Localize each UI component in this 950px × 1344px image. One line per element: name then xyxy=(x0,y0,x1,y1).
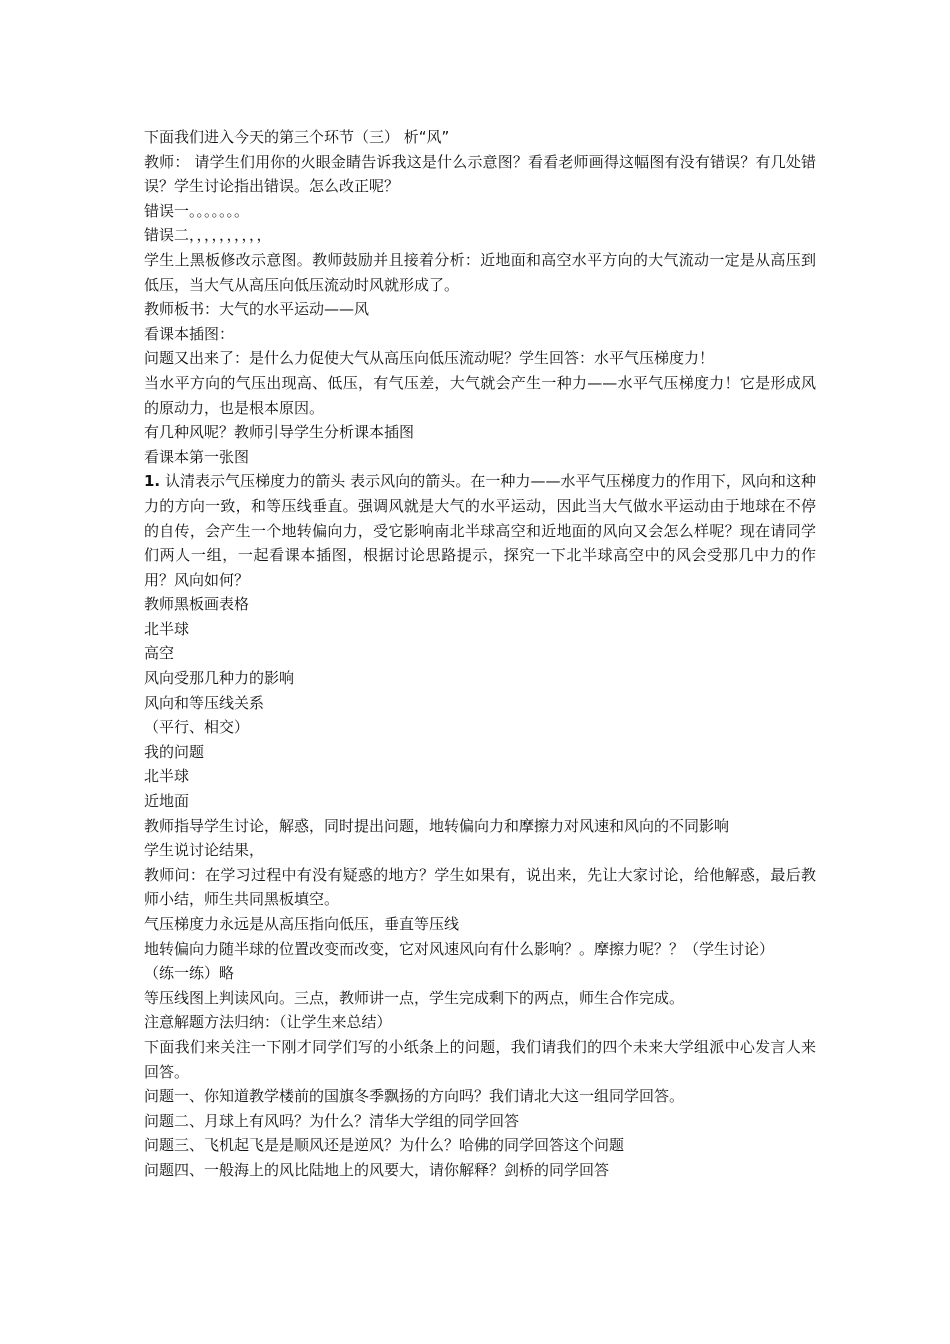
question-item: 问题三、飞机起飞是是顺风还是逆风？为什么？哈佛的同学回答这个问题 xyxy=(144,1136,625,1155)
paragraph: 学生上黑板修改示意图。教师鼓励并且接着分析：近地面和高空水平方向的大气流动一定是从高压到低压，当大气从高压向低压流动时风就形成了。 xyxy=(144,250,816,294)
paragraph: 等压线图上判读风向。三点，教师讲一点，学生完成剩下的两点，师生合作完成。 xyxy=(144,988,685,1007)
paragraph: 教师： 请学生们用你的火眼金睛告诉我这是什么示意图？看看老师画得这幅图有没有错误？有几处错误？学生讨论指出错误。怎么改正呢？ xyxy=(144,152,816,196)
question-item: 问题一、你知道教学楼前的国旗冬季飘扬的方向吗？我们请北大这一组同学回答。 xyxy=(144,1087,685,1106)
paragraph: 当水平方向的气压出现高、低压，有气压差，大气就会产生一种力——水平气压梯度力！它是形成风的原动力，也是根本原因。 xyxy=(144,373,816,417)
question-item: 问题四、一般海上的风比陆地上的风要大，请你解释？剑桥的同学回答 xyxy=(144,1160,610,1179)
table-cell-text: 我的问题 xyxy=(144,742,205,761)
document-body xyxy=(144,125,816,1183)
paragraph: 看课本第一张图 xyxy=(144,447,250,466)
paragraph: 问题又出来了：是什么力促使大气从高压向低压流动呢？学生回答：水平气压梯度力！ xyxy=(144,349,715,368)
section-heading: 下面我们进入今天的第三个环节（三） 析“风” xyxy=(144,128,450,146)
list-number: 1. xyxy=(144,472,161,491)
table-cell-text: 风向和等压线关系 xyxy=(144,693,265,712)
paragraph: 看课本插图： xyxy=(144,324,235,343)
numbered-paragraph xyxy=(144,469,816,592)
paragraph: 教师指导学生讨论，解惑，同时提出问题，地转偏向力和摩擦力对风速和风向的不同影响 xyxy=(144,816,730,835)
paragraph: 有几种风呢？教师引导学生分析课本插图 xyxy=(144,423,415,442)
paragraph: 教师问：在学习过程中有没有疑惑的地方？学生如果有，说出来，先让大家讨论，给他解惑，最后教师小结，师生共同黑板填空。 xyxy=(144,865,816,909)
table-cell-text: （平行、相交） xyxy=(144,718,250,737)
paragraph: 气压梯度力永远是从高压指向低压，垂直等压线 xyxy=(144,915,460,933)
table-cell-text: 北半球 xyxy=(144,619,190,638)
paragraph: 地转偏向力随半球的位置改变而改变，它对风速风向有什么影响？。摩擦力呢？？（学生讨论） xyxy=(144,939,775,958)
paragraph: 学生说讨论结果， xyxy=(144,841,265,860)
table-cell-text: 风向受那几种力的影响 xyxy=(144,669,295,688)
paragraph: （练一练）略 xyxy=(144,964,235,983)
question-item: 问题二、月球上有风吗？为什么？清华大学组的同学回答 xyxy=(144,1111,520,1130)
paragraph: 注意解题方法归纳：（让学生来总结） xyxy=(144,1013,392,1032)
numbered-paragraph-text: 认清表示气压梯度力的箭头 表示风向的箭头。在一种力——水平气压梯度力的作用下，风向和这种力的方向一致，和等压线垂直。强调风就是大气的水平运动，因此当大气做水平运动由于地球在不停的自传，会产生一个地转偏向力，受它影响南北半球高空和近地面的风向又会怎么样呢？现在请同学们两人一组，一起看课本插图，根据讨论思路提示，探究一下北半球高空中的风会受那几中力的作用？风向如何？ xyxy=(144,472,816,589)
table-cell-text: 近地面 xyxy=(144,792,190,811)
paragraph: 错误一。。。。。。。 xyxy=(144,201,250,220)
paragraph: 错误二，，，，，，，，，， xyxy=(144,226,272,245)
table-cell-text: 高空 xyxy=(144,644,175,663)
paragraph: 教师板书：大气的水平运动——风 xyxy=(144,300,370,319)
paragraph: 教师黑板画表格 xyxy=(144,595,250,614)
table-cell-text: 北半球 xyxy=(144,767,190,786)
paragraph: 下面我们来关注一下刚才同学们写的小纸条上的问题，我们请我们的四个未来大学组派中心发言人来回答。 xyxy=(144,1037,816,1081)
